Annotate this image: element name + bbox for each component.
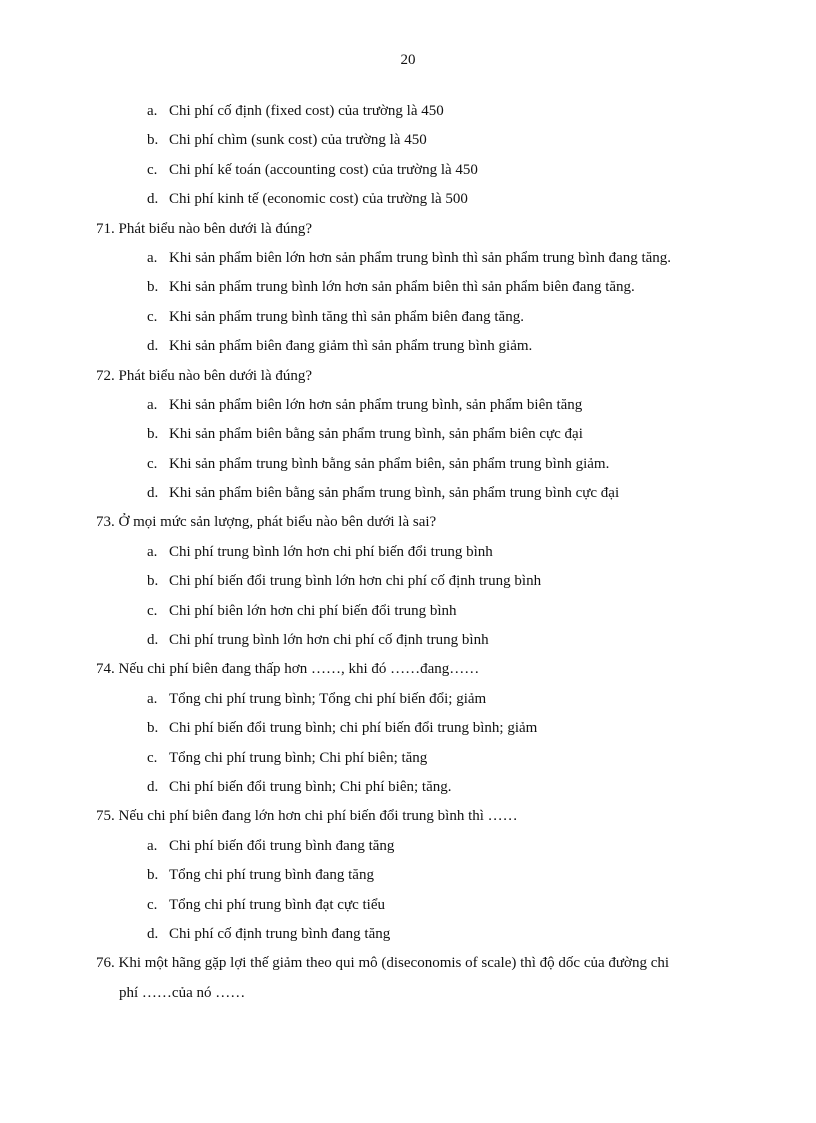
option-letter: d. xyxy=(147,485,159,502)
question-76: 76. Khi một hãng gặp lợi thế giảm theo qui mô (diseconomis of scale) thì độ dốc của đường chi xyxy=(96,955,670,972)
option-text: Chi phí biến đổi trung bình lớn hơn chi phí cố định trung bình xyxy=(169,573,542,590)
list-item xyxy=(0,391,816,420)
option-letter: a. xyxy=(147,103,158,119)
option-text: Khi sản phẩm trung bình bằng sản phẩm biên, sản phẩm trung bình giảm. xyxy=(169,455,610,472)
option-letter: a. xyxy=(147,690,158,707)
question-75: 75. Nếu chi phí biên đang lớn hơn chi phí biến đổi trung bình thì …… xyxy=(96,808,518,825)
option-letter: a. xyxy=(147,837,158,854)
list-item xyxy=(0,567,816,596)
option-text: Chi phí kinh tế (economic cost) của trường là 500 xyxy=(169,191,468,208)
question-71: 71. Phát biểu nào bên dưới là đúng? xyxy=(96,220,313,237)
list-item xyxy=(0,597,816,626)
list-item xyxy=(0,832,816,861)
page-number: 20 xyxy=(400,52,416,68)
option-text: Khi sản phẩm biên đang giảm thì sản phẩm trung bình giảm. xyxy=(169,338,533,355)
option-text: Khi sản phẩm trung bình tăng thì sản phẩm biên đang tăng. xyxy=(169,308,524,325)
option-text: Chi phí chìm (sunk cost) của trường là 450 xyxy=(169,132,427,149)
list-item xyxy=(0,303,816,332)
option-letter: b. xyxy=(147,867,159,884)
option-text: Khi sản phẩm biên lớn hơn sản phẩm trung bình, sản phẩm biên tăng xyxy=(169,396,583,413)
option-letter: c. xyxy=(147,455,158,472)
option-text: Tổng chi phí trung bình đang tăng xyxy=(169,867,374,884)
option-letter: b. xyxy=(147,132,159,149)
list-item xyxy=(0,773,816,802)
option-text: Tổng chi phí trung bình; Chi phí biên; tăng xyxy=(169,749,428,766)
question-72: 72. Phát biểu nào bên dưới là đúng? xyxy=(96,367,313,384)
option-text: Khi sản phẩm biên bằng sản phẩm trung bình, sản phẩm trung bình cực đại xyxy=(169,485,620,502)
option-letter: b. xyxy=(147,279,159,296)
option-text: Tổng chi phí trung bình; Tổng chi phí biến đổi; giảm xyxy=(169,690,487,707)
question-74: 74. Nếu chi phí biên đang thấp hơn ……, khi đó ……đang…… xyxy=(96,661,480,678)
list-item xyxy=(0,450,816,479)
option-letter: d. xyxy=(147,632,159,649)
option-text: Chi phí biên lớn hơn chi phí biến đổi trung bình xyxy=(169,602,457,619)
option-letter: a. xyxy=(147,543,158,560)
option-letter: b. xyxy=(147,426,159,443)
option-text: Tổng chi phí trung bình đạt cực tiểu xyxy=(169,896,385,913)
option-text: Chi phí biến đổi trung bình; chi phí biến đổi trung bình; giảm xyxy=(169,720,538,737)
option-letter: d. xyxy=(147,191,159,208)
option-letter: d. xyxy=(147,925,159,942)
page-content xyxy=(0,97,816,1008)
list-item xyxy=(0,626,816,655)
list-item xyxy=(0,920,816,949)
option-text: Chi phí kế toán (accounting cost) của trường là 450 xyxy=(169,161,478,178)
list-item xyxy=(0,244,816,273)
option-letter: a. xyxy=(147,396,158,413)
list-item xyxy=(0,420,816,449)
list-item xyxy=(0,861,816,890)
option-text: Chi phí biến đổi trung bình; Chi phí biên; tăng. xyxy=(169,778,452,795)
option-letter: c. xyxy=(147,749,158,766)
option-letter: b. xyxy=(147,573,159,590)
list-item xyxy=(0,744,816,773)
option-letter: c. xyxy=(147,896,158,913)
option-text: Chi phí cố định trung bình đang tăng xyxy=(169,925,391,942)
option-letter: d. xyxy=(147,338,159,355)
option-letter: b. xyxy=(147,720,159,737)
list-item xyxy=(0,891,816,920)
option-text: Chi phí trung bình lớn hơn chi phí biến đổi trung bình xyxy=(169,543,493,560)
question-76-continuation: phí ……của nó …… xyxy=(119,984,246,1001)
list-item xyxy=(0,538,816,567)
list-item xyxy=(0,126,816,155)
option-text: Khi sản phẩm biên bằng sản phẩm trung bình, sản phẩm biên cực đại xyxy=(169,426,583,443)
option-text: Chi phí cố định (fixed cost) của trường là 450 xyxy=(169,103,444,119)
option-letter: c. xyxy=(147,161,158,178)
list-item xyxy=(0,156,816,185)
list-item xyxy=(0,185,816,214)
option-text: Chi phí biến đổi trung bình đang tăng xyxy=(169,837,395,854)
option-text: Khi sản phẩm trung bình lớn hơn sản phẩm biên thì sản phẩm biên đang tăng. xyxy=(169,279,635,296)
option-letter: c. xyxy=(147,602,158,619)
option-letter: a. xyxy=(147,249,158,266)
list-item xyxy=(0,97,816,126)
option-text: Chi phí trung bình lớn hơn chi phí cố định trung bình xyxy=(169,632,489,649)
list-item xyxy=(0,479,816,508)
question-73: 73. Ở mọi mức sản lượng, phát biểu nào bên dưới là sai? xyxy=(96,514,437,531)
option-letter: d. xyxy=(147,778,159,795)
list-item xyxy=(0,685,816,714)
list-item xyxy=(0,714,816,743)
list-item xyxy=(0,273,816,302)
option-letter: c. xyxy=(147,308,158,325)
option-text: Khi sản phẩm biên lớn hơn sản phẩm trung bình thì sản phẩm trung bình đang tăng. xyxy=(169,249,672,266)
list-item xyxy=(0,332,816,361)
